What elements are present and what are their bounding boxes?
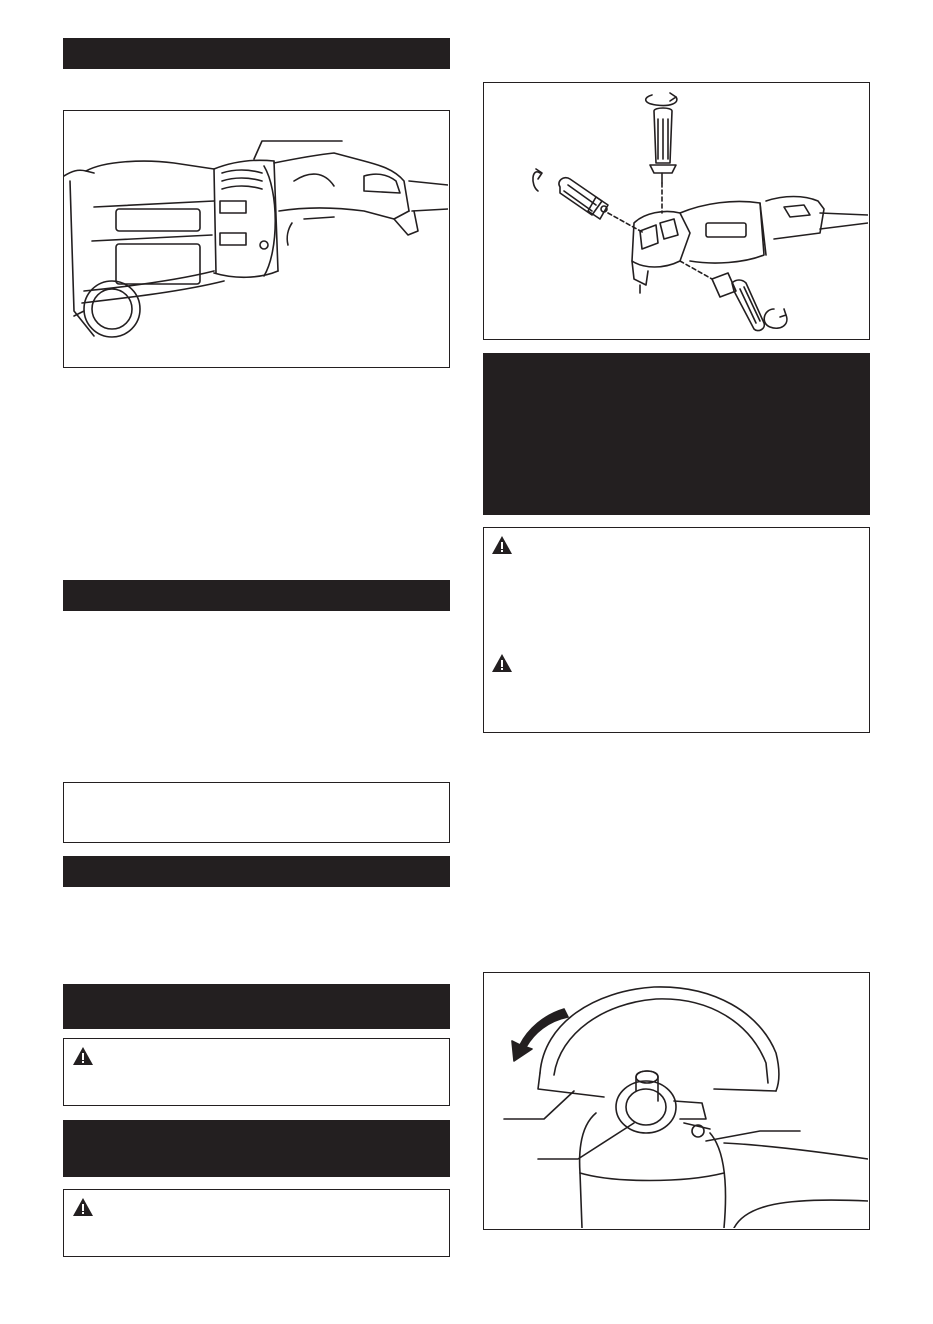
warning-triangle-icon [491,653,513,673]
dark-section-block-1 [63,984,450,1029]
warning-box-2 [63,1189,450,1257]
dark-section-block-right [483,353,870,515]
section-header-bar-1 [63,38,450,69]
warning-triangle-icon [72,1197,94,1217]
note-box [63,782,450,843]
warning-box-right [483,527,870,733]
wheel-guard-figure [483,972,870,1230]
warning-box-1 [63,1038,450,1106]
motor-housing-figure [63,110,450,368]
wheel-guard-illustration [484,973,868,1228]
dark-section-block-2 [63,1120,450,1177]
motor-housing-illustration [64,111,448,366]
side-grip-illustration [484,83,868,338]
warning-triangle-icon [72,1046,94,1066]
section-header-bar-2 [63,580,450,611]
section-header-bar-3 [63,856,450,887]
warning-triangle-icon [491,535,513,555]
side-grip-figure [483,82,870,340]
